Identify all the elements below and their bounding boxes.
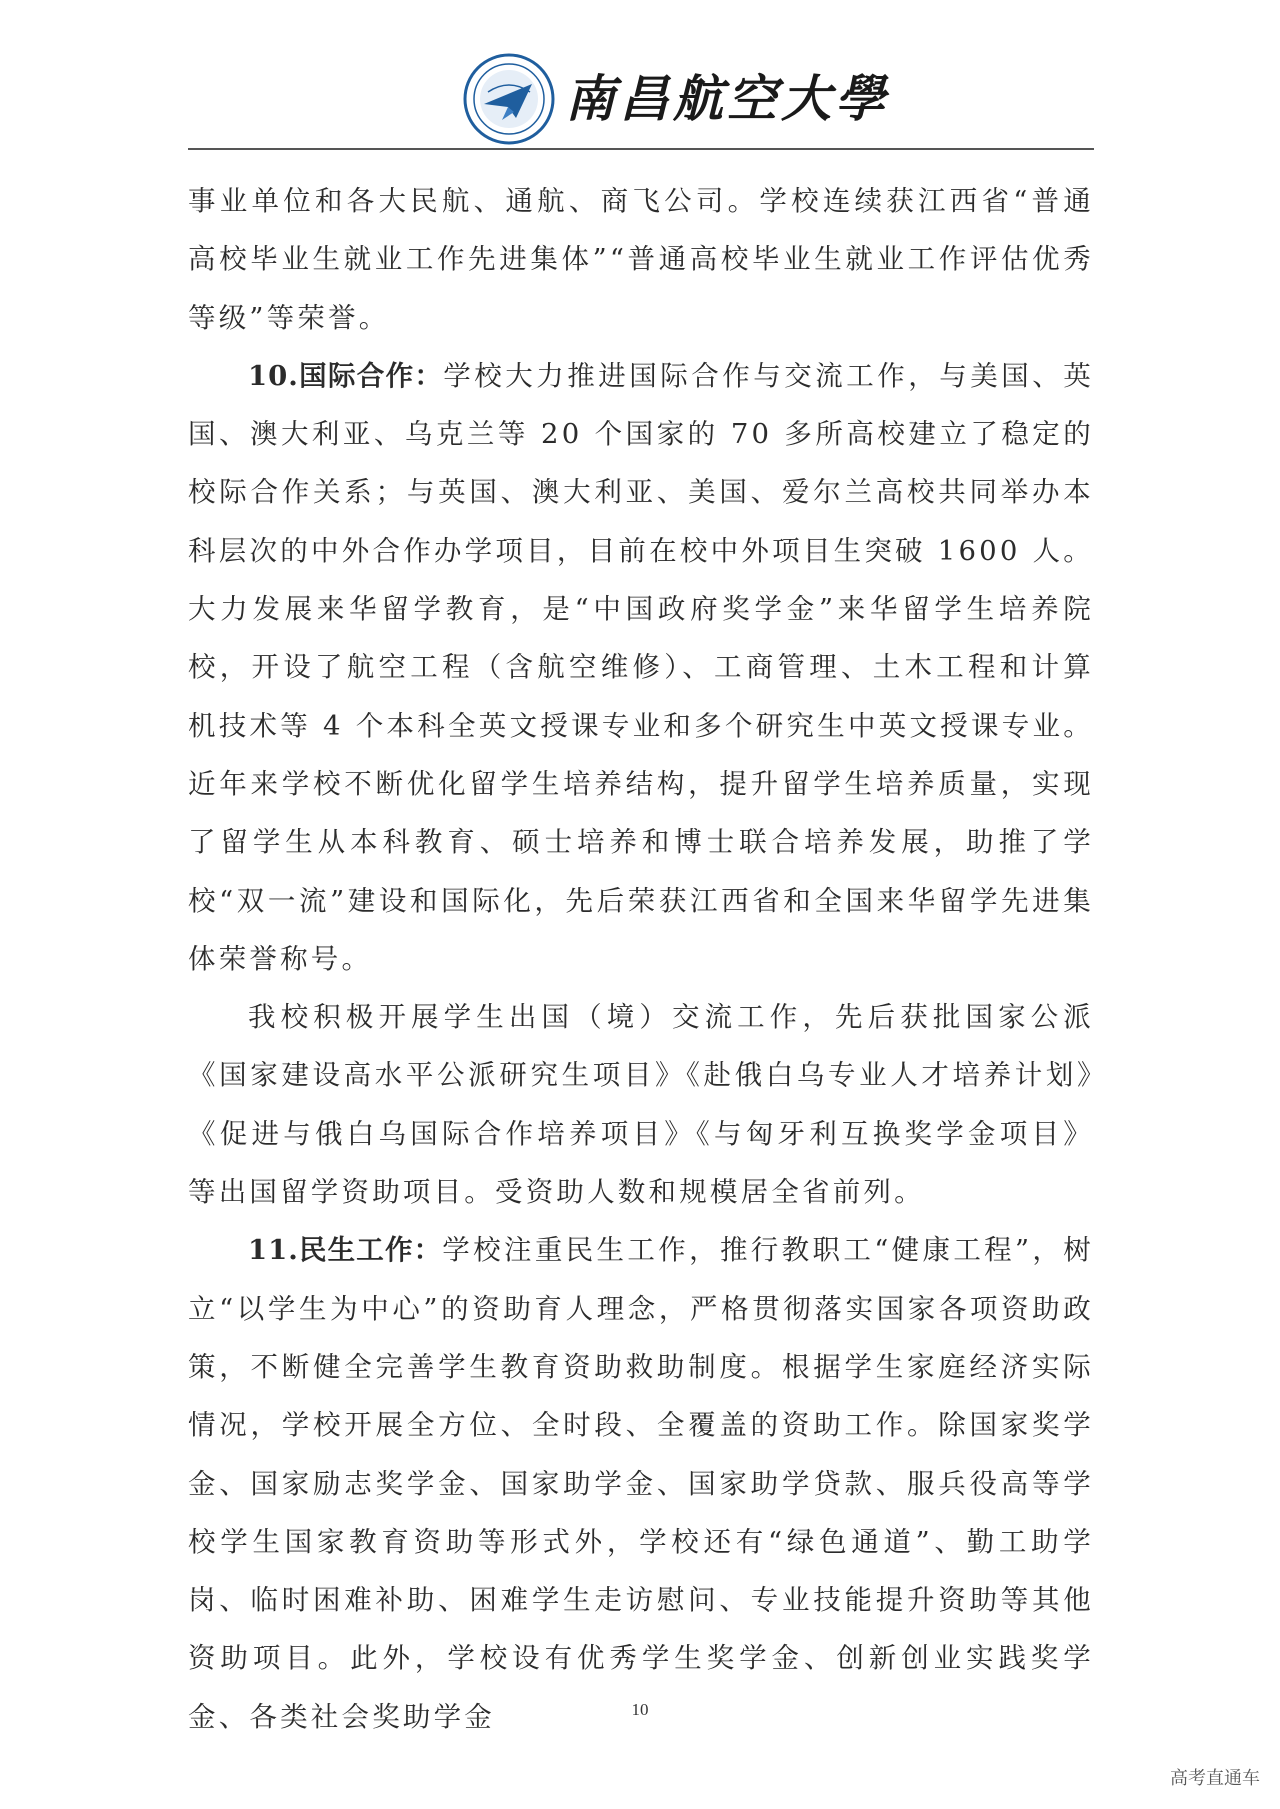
paragraph [188,172,1094,347]
university-name: 南昌航空大學 [565,69,889,128]
body-text [188,172,1094,1746]
page-header [0,0,1280,150]
header-divider [188,148,1094,150]
paragraph [188,1221,1094,1746]
page-number: 10 [631,1700,649,1719]
paragraph [188,347,1094,988]
section-heading: 11.民生工作： [248,1234,443,1267]
university-logo-icon [462,52,556,146]
paragraph-text: 我校积极开展学生出国（境）交流工作，先后获批国家公派《国家建设高水平公派研究生项目》《赴俄白乌专业人才培养计划》《促进与俄白乌国际合作培养项目》《与匈牙利互换奖学金项目》等出国留学资助项目。受资助人数和规模居全省前列。 [188,1001,1094,1209]
paragraph-text: 学校注重民生工作，推行教职工“健康工程”，树立“以学生为中心”的资助育人理念，严格贯彻落实国家各项资助政策，不断健全完善学生教育资助救助制度。根据学生家庭经济实际情况，学校开展全方位、全时段、全覆盖的资助工作。除国家奖学金、国家励志奖学金、国家助学金、国家助学贷款、服兵役高等学校学生国家教育资助等形式外，学校还有“绿色通道”、勤工助学岗、临时困难补助、困难学生走访慰问、专业技能提升资助等其他资助项目。此外，学校设有优秀学生奖学金、创新创业实践奖学金、各类社会奖助学金 [188,1234,1094,1733]
paragraph [188,988,1094,1221]
watermark: 高考直通车 [1170,1768,1260,1789]
section-heading: 10.国际合作： [248,359,444,392]
paragraph-text: 学校大力推进国际合作与交流工作，与美国、英国、澳大利亚、乌克兰等 20 个国家的 70 多所高校建立了稳定的校际合作关系；与英国、澳大利亚、美国、爱尔兰高校共同举办本科层次的中外合作办学项目，目前在校中外项目生突破 1600 人。大力发展来华留学教育，是“中国政府奖学金”来华留学生培养院校，开设了航空工程（含航空维修）、工商管理、土木工程和计算机技术等 4 个本科全英文授课专业和多个研究生中英文授课专业。近年来学校不断优化留学生培养结构，提升留学生培养质量，实现了留学生从本科教育、硕士培养和博士联合培养发展，助推了学校“双一流”建设和国际化，先后荣获江西省和全国来华留学先进集体荣誉称号。 [188,359,1095,975]
paragraph-text: 事业单位和各大民航、通航、商飞公司。学校连续获江西省“普通高校毕业生就业工作先进集体”“普通高校毕业生就业工作评估优秀等级”等荣誉。 [188,185,1094,334]
